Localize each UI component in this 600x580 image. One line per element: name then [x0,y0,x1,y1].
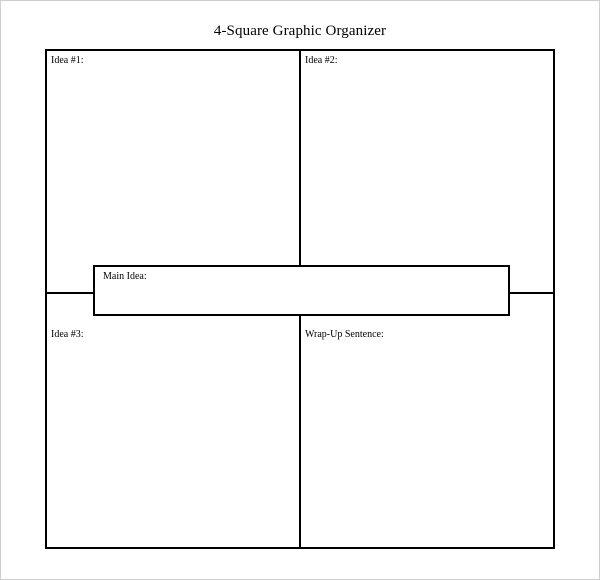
idea-2-label: Idea #2: [305,55,338,66]
idea-3-label: Idea #3: [51,329,84,340]
page-title: 4-Square Graphic Organizer [213,23,387,39]
idea-1-label: Idea #1: [51,55,84,66]
wrap-up-sentence-label: Wrap-Up Sentence: [305,329,384,340]
main-idea-label: Main Idea: [103,271,147,282]
main-idea-box [93,265,510,316]
